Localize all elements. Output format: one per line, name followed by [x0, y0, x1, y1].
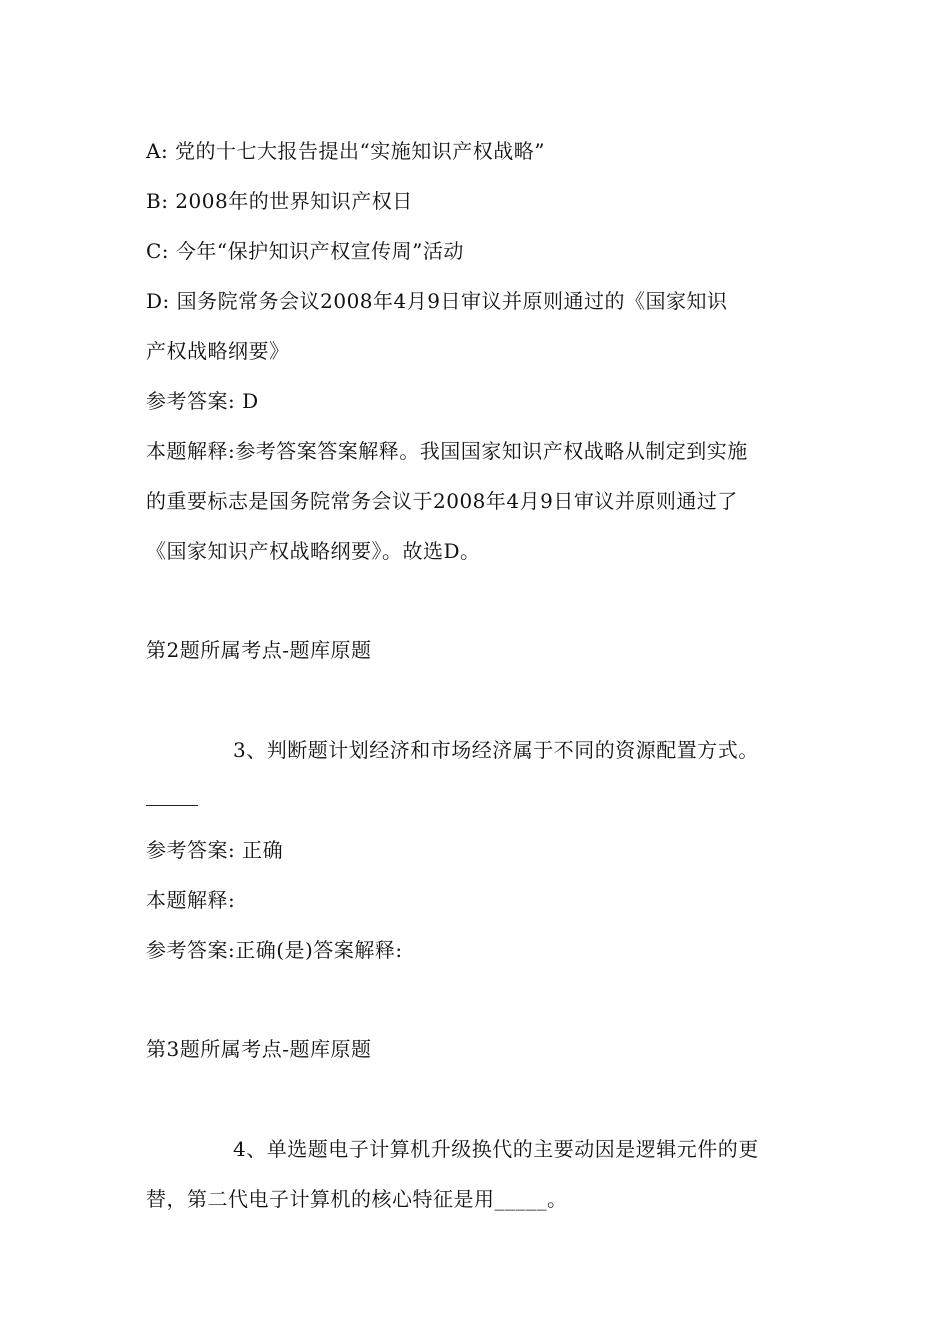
- q1-option-b: B: 2008年的世界知识产权日: [146, 189, 413, 213]
- q1-option-d-line1: D: 国务院常务会议2008年4月9日审议并原则通过的《国家知识: [146, 289, 728, 313]
- q4-question-line2: 替，第二代电子计算机的核心特征是用_____。: [146, 1187, 568, 1211]
- q1-option-c: C: 今年“保护知识产权宣传周”活动: [146, 239, 464, 263]
- q3-answer: 参考答案: 正确: [146, 838, 284, 862]
- answer-blank-line: [146, 805, 198, 806]
- q1-explanation-line1: 本题解释:参考答案答案解释。我国国家知识产权战略从制定到实施: [146, 439, 748, 463]
- q1-explanation-line3: 《国家知识产权战略纲要》。故选D。: [146, 539, 481, 563]
- q3-explanation-label: 本题解释:: [146, 888, 236, 912]
- q1-option-d-line2: 产权战略纲要》: [146, 339, 290, 363]
- q1-option-a: A: 党的十七大报告提出“实施知识产权战略”: [146, 139, 545, 163]
- q4-question-line1: 4、单选题电子计算机升级换代的主要动因是逻辑元件的更: [233, 1137, 759, 1161]
- q3-question: 3、判断题计划经济和市场经济属于不同的资源配置方式。: [233, 738, 759, 762]
- q2-source: 第2题所属考点-题库原题: [146, 638, 372, 662]
- q1-explanation-line2: 的重要标志是国务院常务会议于2008年4月9日审议并原则通过了: [146, 489, 738, 513]
- q1-answer: 参考答案: D: [146, 389, 259, 413]
- q3-explanation: 参考答案:正确(是)答案解释:: [146, 938, 403, 962]
- q3-source: 第3题所属考点-题库原题: [146, 1037, 372, 1061]
